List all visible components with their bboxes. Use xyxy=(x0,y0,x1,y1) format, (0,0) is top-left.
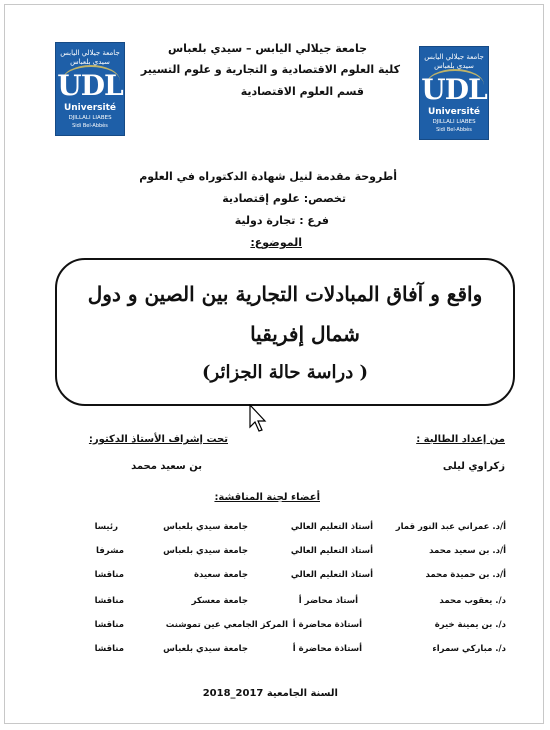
thesis-branch: فرع : تجارة دولية xyxy=(234,214,329,227)
member-rank: أستاذ التعليم العالي xyxy=(290,570,373,580)
committee-row xyxy=(0,596,550,610)
mouse-cursor-icon xyxy=(249,404,271,434)
logo-acronym: UDL xyxy=(57,69,123,102)
committee-row xyxy=(0,546,550,560)
committee-row xyxy=(0,644,550,658)
logo-name: Université xyxy=(427,107,481,117)
student-label: من إعداد الطالبة : xyxy=(416,434,505,445)
logo-name: Université xyxy=(63,103,117,113)
thesis-type: أطروحة مقدمة لنيل شهادة الدكتوراه في العلوم xyxy=(139,170,397,183)
committee-row xyxy=(0,620,550,634)
logo-line1: DJILLALI LIABES xyxy=(432,119,476,125)
member-institution: جامعة سيدي بلعباس xyxy=(163,546,248,556)
academic-year: السنة الجامعية 2017_2018 xyxy=(202,688,338,699)
logo-arabic-text: جامعة جيلالي اليابس سيدي بلعباس xyxy=(424,53,484,70)
member-name: أ/د. عمراني عبد النور قمار xyxy=(395,522,506,532)
faculty-name: كلية العلوم الاقتصادية و التجارية و علوم التسيير xyxy=(140,63,400,76)
member-role: مناقشا xyxy=(94,620,124,630)
thesis-title-line2: شمال إفريقيا xyxy=(250,322,360,346)
member-rank: أستاذة محاضرة أ xyxy=(292,644,362,654)
member-role: مناقشا xyxy=(94,570,124,580)
member-rank: أستاذ محاضر أ xyxy=(298,596,358,606)
member-institution: جامعة سعيدة xyxy=(193,570,248,580)
committee-row xyxy=(0,522,550,536)
logo-arabic-text: جامعة جيلالي اليابس سيدي بلعباس xyxy=(60,49,120,66)
logo-line1: DJILLALI LIABES xyxy=(68,115,112,121)
member-name: د/. مباركي سمراء xyxy=(432,644,506,654)
university-name: جامعة جيلالي اليابس – سيدي بلعباس xyxy=(168,42,367,55)
thesis-title-line3: ( دراسة حالة الجزائر) xyxy=(202,362,368,383)
member-rank: أستاذة محاضرة أ xyxy=(292,620,362,630)
member-role: مشرفا xyxy=(96,546,124,556)
member-name: أ/د. بن سعيد محمد xyxy=(429,546,506,556)
thesis-specialty: تخصص: علوم إقتصادية xyxy=(222,192,346,205)
member-name: د/. بن يمينة خيرة xyxy=(434,620,506,630)
department-name: قسم العلوم الاقتصادية xyxy=(240,85,364,98)
subject-label: الموضوع: xyxy=(250,236,302,249)
student-name: زكراوي ليلى xyxy=(442,461,505,472)
member-institution: جامعة معسكر xyxy=(191,596,248,606)
member-name: أ/د. بن حميدة محمد xyxy=(425,570,506,580)
university-logo-right xyxy=(419,46,489,140)
member-institution: جامعة سيدي بلعباس xyxy=(163,522,248,532)
committee-row xyxy=(0,570,550,584)
member-institution: المركز الجامعي عين تموشنت xyxy=(165,620,288,630)
supervisor-name: بن سعيد محمد xyxy=(131,461,202,472)
logo-acronym: UDL xyxy=(421,73,487,106)
member-name: د/. يعقوب محمد xyxy=(439,596,506,606)
member-role: مناقشا xyxy=(94,596,124,606)
member-role: رئيسا xyxy=(94,522,118,532)
committee-label: أعضاء لجنة المناقشة: xyxy=(214,492,320,503)
thesis-title-line1: واقع و آفاق المبادلات التجارية بين الصين و دول xyxy=(87,282,483,306)
supervisor-label: تحت إشراف الأستاذ الدكتور: xyxy=(88,434,228,445)
thesis-title-box xyxy=(55,258,515,406)
logo-line2: Sidi Bel-Abbès xyxy=(72,123,108,129)
university-logo-left xyxy=(55,42,125,136)
member-institution: جامعة سيدي بلعباس xyxy=(163,644,248,654)
member-rank: أستاذ التعليم العالي xyxy=(290,546,373,556)
member-rank: أستاذ التعليم العالي xyxy=(290,522,373,532)
logo-line2: Sidi Bel-Abbès xyxy=(436,127,472,133)
member-role: مناقشا xyxy=(94,644,124,654)
